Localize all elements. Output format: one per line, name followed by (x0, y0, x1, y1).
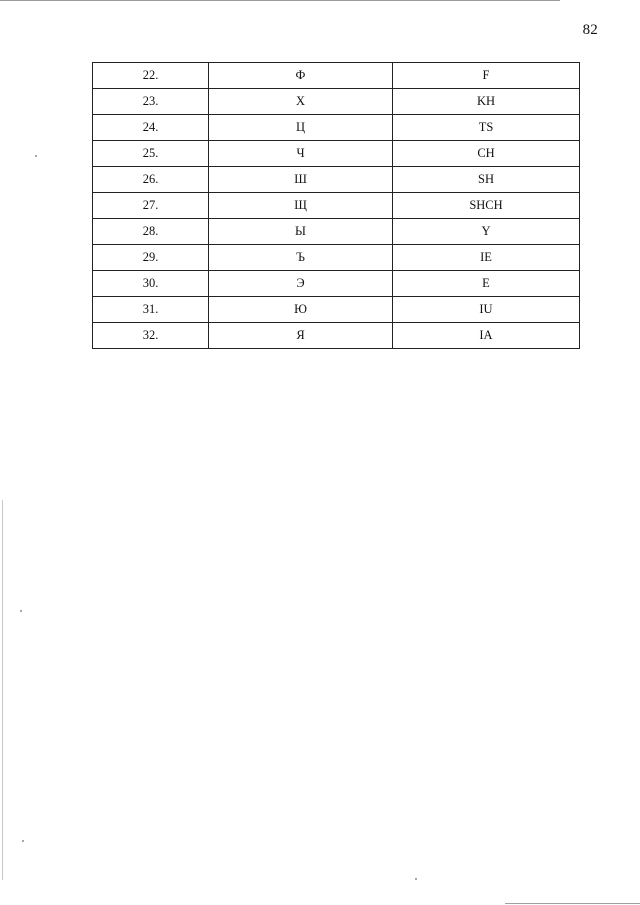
scan-speck (35, 155, 37, 157)
row-number: 32. (93, 323, 209, 349)
scan-speck (415, 878, 417, 880)
latin-transliteration: F (393, 63, 580, 89)
table-row (93, 219, 580, 245)
latin-transliteration: Y (393, 219, 580, 245)
cyrillic-letter: Я (209, 323, 393, 349)
cyrillic-letter: Ъ (209, 245, 393, 271)
latin-transliteration: CH (393, 141, 580, 167)
transliteration-table (92, 62, 580, 349)
latin-transliteration: IE (393, 245, 580, 271)
row-number: 29. (93, 245, 209, 271)
cyrillic-letter: Ф (209, 63, 393, 89)
cyrillic-letter: Ы (209, 219, 393, 245)
cyrillic-letter: Щ (209, 193, 393, 219)
row-number: 28. (93, 219, 209, 245)
latin-transliteration: SHCH (393, 193, 580, 219)
scan-speck (20, 610, 22, 612)
scan-speck (22, 840, 24, 842)
scan-edge-top (0, 0, 560, 1)
table-row (93, 245, 580, 271)
cyrillic-letter: Э (209, 271, 393, 297)
row-number: 31. (93, 297, 209, 323)
latin-transliteration: TS (393, 115, 580, 141)
latin-transliteration: KH (393, 89, 580, 115)
table-row (93, 141, 580, 167)
cyrillic-letter: Ю (209, 297, 393, 323)
row-number: 27. (93, 193, 209, 219)
table-row (93, 323, 580, 349)
table-row (93, 115, 580, 141)
cyrillic-letter: Ч (209, 141, 393, 167)
table-row (93, 63, 580, 89)
row-number: 30. (93, 271, 209, 297)
latin-transliteration: E (393, 271, 580, 297)
table-row (93, 167, 580, 193)
row-number: 24. (93, 115, 209, 141)
cyrillic-letter: Ш (209, 167, 393, 193)
table-row (93, 271, 580, 297)
row-number: 23. (93, 89, 209, 115)
scan-edge-bottom (505, 903, 640, 904)
row-number: 26. (93, 167, 209, 193)
page-number: 82 (582, 22, 598, 38)
table-row (93, 193, 580, 219)
row-number: 22. (93, 63, 209, 89)
latin-transliteration: IU (393, 297, 580, 323)
cyrillic-letter: Х (209, 89, 393, 115)
row-number: 25. (93, 141, 209, 167)
table-row (93, 297, 580, 323)
latin-transliteration: IA (393, 323, 580, 349)
latin-transliteration: SH (393, 167, 580, 193)
scan-edge-left (2, 500, 3, 880)
cyrillic-letter: Ц (209, 115, 393, 141)
table-row (93, 89, 580, 115)
